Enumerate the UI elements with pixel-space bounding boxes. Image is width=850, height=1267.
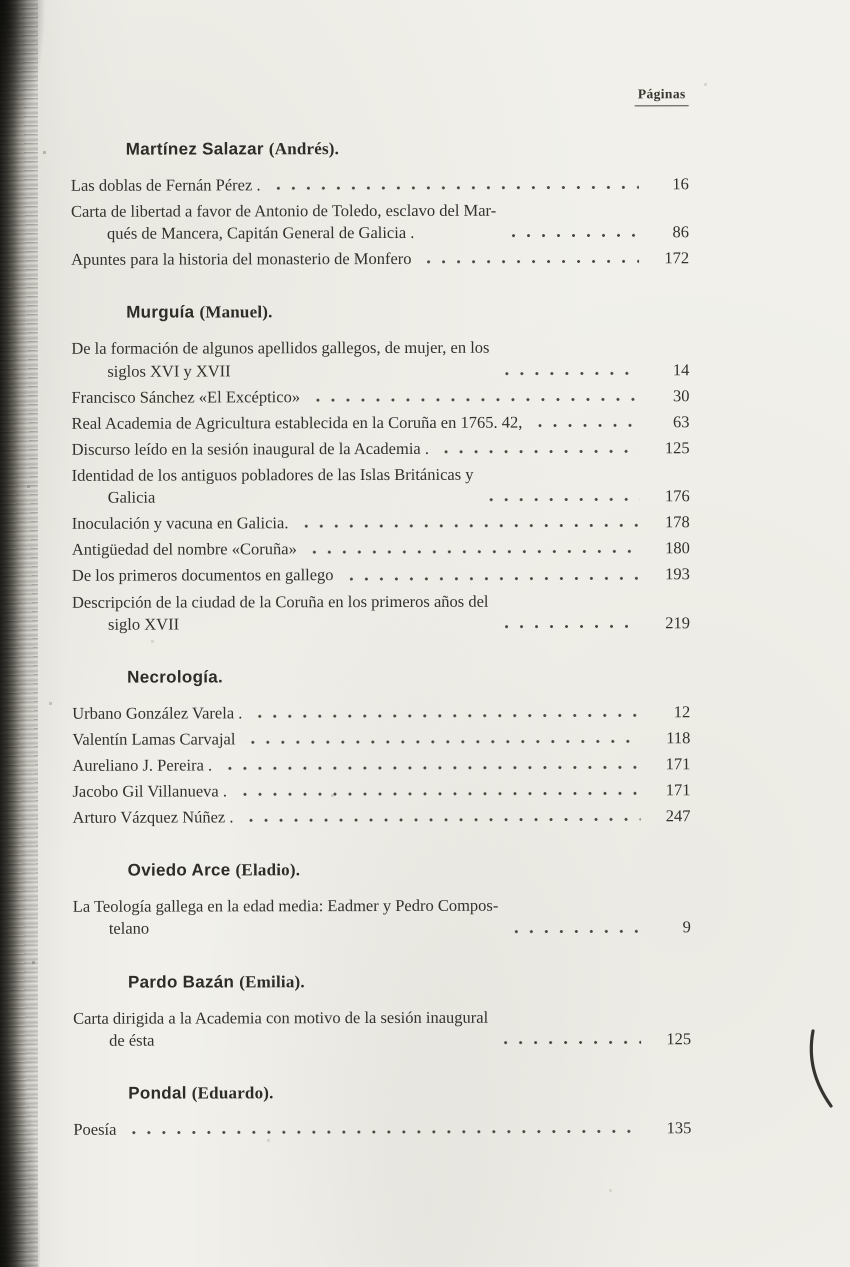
toc-entry: [73, 894, 691, 940]
toc-entry: [71, 411, 689, 435]
entry-title: Antigüedad del nombre «Coruña»: [71, 539, 297, 560]
dot-leader: [508, 927, 640, 935]
section-heading: [128, 1082, 691, 1103]
table-of-contents: [71, 138, 692, 1140]
entry-title: Jacobo Gil Villanueva .: [72, 781, 228, 801]
entry-page-number: 9: [682, 917, 691, 937]
entry-title: Identidad de los antiguos pobladores de las Islas Británicas y Galicia: [71, 464, 474, 507]
entry-title: Descripción de la ciudad de la Coruña en los primeros años del siglo XVII: [71, 591, 489, 634]
author-surname: Martínez Salazar: [125, 139, 264, 159]
toc-entry: [73, 1117, 691, 1141]
author-given-name: (Eladio).: [235, 860, 301, 880]
entry-page-number: 12: [673, 701, 691, 721]
entry-page-number: 193: [665, 564, 690, 584]
author-given-name: (Eduardo).: [191, 1083, 274, 1103]
toc-entry: [72, 590, 690, 636]
entry-title: Apuntes para la historia del monasterio de Monfero: [71, 249, 412, 270]
entry-page-number: 16: [672, 174, 689, 194]
entry-page-number: 135: [666, 1117, 692, 1137]
section-entries: [73, 1117, 691, 1141]
author-given-name: (Manuel).: [199, 302, 273, 322]
entry-page-number: 176: [664, 486, 690, 506]
toc-entry: [71, 199, 689, 245]
dot-leader: [310, 395, 639, 404]
toc-entry: [72, 727, 690, 751]
toc-entry: [72, 564, 690, 588]
dot-leader: [506, 232, 639, 240]
toc-section: [73, 971, 691, 1052]
section-entries: [73, 1006, 691, 1052]
entry-page-number: 118: [666, 728, 691, 748]
entry-title: Poesía: [73, 1119, 117, 1139]
entry-page-number: 125: [664, 438, 690, 458]
dot-leader: [532, 421, 639, 429]
toc-entry: [73, 1006, 691, 1052]
dot-leader: [243, 816, 640, 825]
toc-entry: [71, 385, 689, 409]
entry-title: Real Academia de Agricultura establecida en la Coruña en 1765. 42,: [71, 412, 523, 433]
author-surname: Necrología.: [127, 667, 224, 687]
scan-speckles: [0, 0, 1, 1]
toc-section: [73, 1082, 691, 1141]
entry-page-number: 171: [665, 780, 691, 800]
entry-page-number: 180: [665, 538, 690, 558]
dot-leader: [237, 790, 641, 799]
dot-leader: [298, 522, 639, 531]
toc-entry: [72, 437, 690, 461]
dot-leader: [222, 763, 640, 772]
author-surname: Murguía: [126, 302, 195, 323]
toc-entry: [72, 463, 690, 509]
page-content: [71, 85, 692, 1144]
entry-page-number: 63: [672, 411, 690, 432]
entry-title: Aureliano J. Pereira .: [72, 755, 213, 775]
section-heading: [127, 666, 690, 687]
entry-title: Francisco Sánchez «El Excéptico»: [71, 386, 301, 407]
toc-entry: [72, 779, 690, 803]
dot-leader: [422, 258, 640, 267]
toc-entry: [71, 337, 689, 383]
section-entries: [71, 173, 689, 271]
section-entries: [72, 701, 690, 829]
section-heading: [126, 138, 689, 159]
dot-leader: [126, 1127, 641, 1136]
entry-page-number: 86: [672, 222, 690, 242]
dot-leader: [271, 183, 639, 192]
section-entries: [73, 894, 691, 940]
dot-leader: [499, 369, 639, 377]
entry-title: Discurso leído en la sesión inaugural de la Academia .: [71, 438, 429, 459]
entry-page-number: 247: [665, 806, 691, 826]
dot-leader: [499, 622, 641, 630]
entry-page-number: 178: [664, 512, 690, 532]
binding-shadow-edge: [0, 0, 38, 1267]
author-surname: Pardo Bazán: [127, 971, 235, 992]
toc-entry: [72, 701, 690, 725]
section-heading: [126, 302, 689, 323]
section-heading: [128, 859, 691, 880]
dot-leader: [498, 1038, 641, 1046]
entry-page-number: 219: [665, 612, 691, 632]
dot-leader: [245, 737, 640, 746]
section-entries: [71, 337, 690, 636]
toc-entry: [72, 753, 690, 777]
dot-leader: [344, 574, 640, 583]
author-surname: Pondal: [128, 1083, 187, 1103]
entry-title: Valentín Lamas Carvajal: [72, 729, 236, 749]
toc-entry: [73, 805, 691, 829]
entry-title: Las doblas de Fernán Pérez .: [70, 175, 261, 195]
toc-entry: [72, 511, 690, 535]
entry-page-number: 172: [664, 248, 690, 268]
entry-title: Urbano González Varela .: [72, 703, 243, 723]
entry-title: Carta de libertad a favor de Antonio de Toledo, esclavo del Mar- qués de Mancera, Capitán General de Galicia .: [70, 200, 497, 243]
dot-leader: [439, 447, 640, 456]
dot-leader: [307, 548, 640, 557]
entry-title: Carta dirigida a la Academia con motivo de la sesión inaugural de ésta: [73, 1007, 489, 1050]
toc-entry: [71, 173, 689, 197]
author-given-name: (Andrés).: [268, 139, 340, 159]
toc-section: [71, 138, 689, 271]
entry-title: De los primeros documentos en gallego: [71, 565, 334, 586]
entry-title: Inoculación y vacuna en Galicia.: [71, 513, 289, 534]
page-column-header: Páginas: [635, 86, 689, 106]
entry-title: La Teología gallega en la edad media: Eadmer y Pedro Compos- telano: [72, 895, 499, 939]
entry-title: De la formación de algunos apellidos gallegos, de mujer, en los siglos XVI y XVII: [71, 338, 490, 381]
dot-leader: [484, 496, 640, 504]
entry-page-number: 125: [666, 1028, 692, 1048]
dot-leader: [252, 711, 640, 720]
page-column-header-row: [71, 85, 689, 108]
entry-page-number: 14: [672, 359, 690, 379]
entry-title: Arturo Vázquez Núñez .: [72, 807, 234, 827]
entry-page-number: 30: [672, 385, 690, 405]
section-heading: [128, 971, 691, 992]
author-given-name: (Emilia).: [239, 971, 305, 991]
toc-entry: [72, 538, 690, 562]
toc-section: [73, 859, 691, 940]
toc-section: [71, 302, 690, 636]
toc-entry: [71, 248, 689, 272]
toc-section: [72, 666, 690, 829]
entry-page-number: 171: [665, 754, 691, 774]
author-surname: Oviedo Arce: [127, 860, 231, 880]
